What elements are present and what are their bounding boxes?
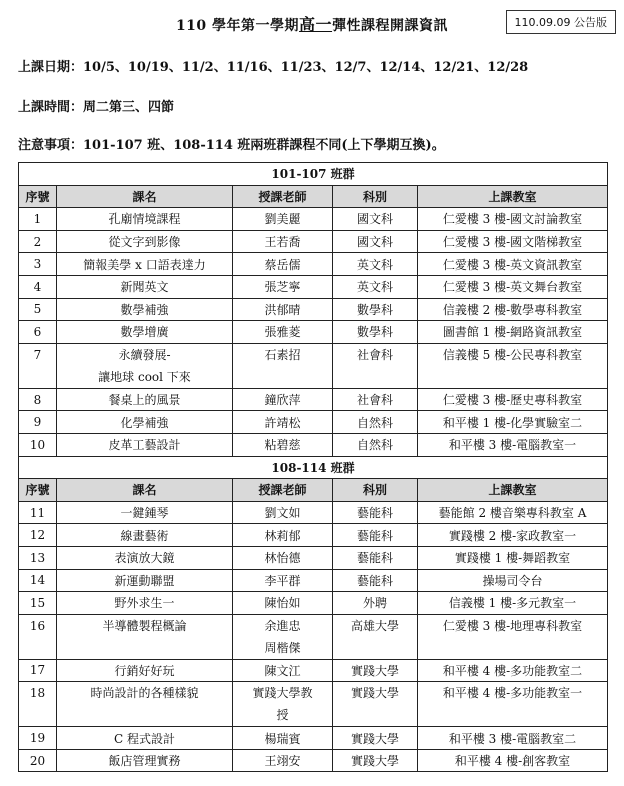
col-room-header: 上課教室 xyxy=(418,479,608,502)
version-notice-box: 110.09.09 公告版 xyxy=(506,10,616,34)
table-row xyxy=(19,749,608,772)
col-dept-cell: 數學科 xyxy=(333,298,418,321)
table-row xyxy=(19,343,608,388)
col-dept-cell: 國文科 xyxy=(333,208,418,231)
col-course-cell: 新聞英文 xyxy=(57,275,233,298)
col-no-cell: 14 xyxy=(19,569,57,592)
col-teacher-cell: 許靖松 xyxy=(233,411,333,434)
col-room-cell: 和平樓 3 樓-電腦教室一 xyxy=(418,433,608,456)
table-row xyxy=(19,230,608,253)
col-room-cell: 和平樓 1 樓-化學實驗室二 xyxy=(418,411,608,434)
col-dept-header: 科別 xyxy=(333,185,418,208)
col-no-cell: 1 xyxy=(19,208,57,231)
table-row xyxy=(19,569,608,592)
col-course-cell: 一鍵鍾琴 xyxy=(57,501,233,524)
col-dept-cell: 實踐大學 xyxy=(333,682,418,727)
col-teacher-cell: 鐘欣萍 xyxy=(233,388,333,411)
table-row xyxy=(19,388,608,411)
col-no-cell: 4 xyxy=(19,275,57,298)
col-course-cell: C 程式設計 xyxy=(57,727,233,750)
col-course-header: 課名 xyxy=(57,185,233,208)
col-dept-cell: 外聘 xyxy=(333,592,418,615)
col-dept-cell: 實踐大學 xyxy=(333,659,418,682)
col-course-cell: 飯店管理實務 xyxy=(57,749,233,772)
col-room-cell: 仁愛樓 3 樓-歷史專科教室 xyxy=(418,388,608,411)
course-table xyxy=(18,162,608,772)
col-room-cell: 仁愛樓 3 樓-英文舞台教室 xyxy=(418,275,608,298)
col-teacher-cell: 王若喬 xyxy=(233,230,333,253)
col-course-cell: 餐桌上的風景 xyxy=(57,388,233,411)
col-dept-cell: 藝能科 xyxy=(333,569,418,592)
table-row xyxy=(19,501,608,524)
col-teacher-cell xyxy=(233,614,333,659)
col-course-cell: 孔廟情境課程 xyxy=(57,208,233,231)
col-dept-cell: 自然科 xyxy=(333,411,418,434)
table-row xyxy=(19,524,608,547)
col-course-header: 課名 xyxy=(57,479,233,502)
column-header-row xyxy=(19,479,608,502)
table-row xyxy=(19,411,608,434)
table-row xyxy=(19,275,608,298)
col-room-header: 上課教室 xyxy=(418,185,608,208)
col-dept-cell: 英文科 xyxy=(333,275,418,298)
col-room-cell: 圖書館 1 樓-網路資訊教室 xyxy=(418,321,608,344)
column-header-row xyxy=(19,185,608,208)
col-teacher-cell xyxy=(233,682,333,727)
col-dept-cell: 數學科 xyxy=(333,321,418,344)
cell-line: 余進忠 xyxy=(264,618,301,633)
table-row xyxy=(19,321,608,344)
col-no-cell: 15 xyxy=(19,592,57,615)
col-teacher-cell: 林莉郁 xyxy=(233,524,333,547)
col-course-cell: 數學增廣 xyxy=(57,321,233,344)
col-room-cell: 仁愛樓 3 樓-國文階梯教室 xyxy=(418,230,608,253)
col-dept-cell: 藝能科 xyxy=(333,501,418,524)
col-dept-cell: 社會科 xyxy=(333,388,418,411)
col-dept-cell: 高雄大學 xyxy=(333,614,418,659)
col-no-cell: 2 xyxy=(19,230,57,253)
col-teacher-cell: 石素招 xyxy=(233,343,333,388)
col-no-header: 序號 xyxy=(19,479,57,502)
table-row xyxy=(19,592,608,615)
col-no-cell: 13 xyxy=(19,546,57,569)
col-room-cell: 信義樓 2 樓-數學專科教室 xyxy=(418,298,608,321)
table-row xyxy=(19,253,608,276)
title-prefix: 110 學年第一學期 xyxy=(175,18,300,34)
col-room-cell: 和平樓 4 樓-創客教室 xyxy=(418,749,608,772)
col-teacher-cell: 李平群 xyxy=(233,569,333,592)
class-dates: 上課日期：10/5、10/19、11/2、11/16、11/23、12/7、12/14、12/21、12/28 xyxy=(18,60,529,75)
col-room-cell: 實踐樓 2 樓-家政教室一 xyxy=(418,524,608,547)
cell-line: 周楷傑 xyxy=(264,640,301,655)
col-no-cell: 20 xyxy=(19,749,57,772)
table-row xyxy=(19,298,608,321)
col-course-cell: 化學補強 xyxy=(57,411,233,434)
col-course-cell: 時尚設計的各種樣貌 xyxy=(57,682,233,727)
table-row xyxy=(19,433,608,456)
col-room-cell: 實踐樓 1 樓-舞蹈教室 xyxy=(418,546,608,569)
col-no-cell: 6 xyxy=(19,321,57,344)
col-no-cell: 18 xyxy=(19,682,57,727)
col-course-cell: 線畫藝術 xyxy=(57,524,233,547)
cell-line: 實踐大學教 xyxy=(252,686,313,701)
col-course-cell: 行銷好好玩 xyxy=(57,659,233,682)
col-room-cell: 和平樓 4 樓-多功能教室二 xyxy=(418,659,608,682)
col-teacher-cell: 王翊安 xyxy=(233,749,333,772)
col-dept-cell: 英文科 xyxy=(333,253,418,276)
group-title: 101-107 班群 xyxy=(19,163,608,186)
col-course-cell: 新運動聯盟 xyxy=(57,569,233,592)
col-no-cell: 16 xyxy=(19,614,57,659)
col-dept-cell: 社會科 xyxy=(333,343,418,388)
table-row xyxy=(19,208,608,231)
group-header-row xyxy=(19,163,608,186)
col-room-cell: 操場司令台 xyxy=(418,569,608,592)
col-no-cell: 12 xyxy=(19,524,57,547)
table-row xyxy=(19,659,608,682)
col-teacher-cell: 粘碧慈 xyxy=(233,433,333,456)
col-course-cell: 野外求生一 xyxy=(57,592,233,615)
col-no-cell: 7 xyxy=(19,343,57,388)
col-teacher-cell: 陳文江 xyxy=(233,659,333,682)
group-title: 108-114 班群 xyxy=(19,456,608,479)
col-teacher-cell: 洪郁晴 xyxy=(233,298,333,321)
col-no-cell: 19 xyxy=(19,727,57,750)
col-room-cell: 仁愛樓 3 樓-英文資訊教室 xyxy=(418,253,608,276)
col-teacher-cell: 張芝寧 xyxy=(233,275,333,298)
col-room-cell: 和平樓 3 樓-電腦教室二 xyxy=(418,727,608,750)
col-no-cell: 11 xyxy=(19,501,57,524)
table-row xyxy=(19,727,608,750)
col-dept-cell: 實踐大學 xyxy=(333,749,418,772)
col-teacher-cell: 楊瑞賓 xyxy=(233,727,333,750)
col-course-cell: 簡報美學 x 口語表達力 xyxy=(57,253,233,276)
col-teacher-header: 授課老師 xyxy=(233,185,333,208)
group-header-row xyxy=(19,456,608,479)
col-teacher-cell: 陳怡如 xyxy=(233,592,333,615)
col-course-cell xyxy=(57,343,233,388)
col-room-cell: 信義樓 5 樓-公民專科教室 xyxy=(418,343,608,388)
col-teacher-cell: 張雅菱 xyxy=(233,321,333,344)
title-grade: 高一 xyxy=(299,15,333,34)
col-dept-cell: 實踐大學 xyxy=(333,727,418,750)
col-teacher-cell: 林怡德 xyxy=(233,546,333,569)
col-teacher-header: 授課老師 xyxy=(233,479,333,502)
col-room-cell: 信義樓 1 樓-多元教室一 xyxy=(418,592,608,615)
col-no-cell: 3 xyxy=(19,253,57,276)
col-no-cell: 5 xyxy=(19,298,57,321)
cell-line: 授 xyxy=(276,708,289,723)
class-time: 上課時間：周二第三、四節 xyxy=(18,100,175,115)
notes: 注意事項：101-107 班、108-114 班兩班群課程不同(上下學期互換)。 xyxy=(18,138,445,153)
title-suffix: 彈性課程開課資訊 xyxy=(332,18,449,34)
col-teacher-cell: 劉文如 xyxy=(233,501,333,524)
table-row xyxy=(19,546,608,569)
col-no-cell: 9 xyxy=(19,411,57,434)
col-no-cell: 8 xyxy=(19,388,57,411)
col-room-cell: 仁愛樓 3 樓-國文討論教室 xyxy=(418,208,608,231)
col-teacher-cell: 劉美麗 xyxy=(233,208,333,231)
col-room-cell: 仁愛樓 3 樓-地理專科教室 xyxy=(418,614,608,659)
table-row xyxy=(19,682,608,727)
col-room-cell: 藝能館 2 樓音樂專科教室 A xyxy=(418,501,608,524)
col-no-cell: 17 xyxy=(19,659,57,682)
col-course-cell: 數學補強 xyxy=(57,298,233,321)
col-dept-cell: 藝能科 xyxy=(333,524,418,547)
col-teacher-cell: 蔡岳儒 xyxy=(233,253,333,276)
col-dept-header: 科別 xyxy=(333,479,418,502)
cell-line: 讓地球 cool 下來 xyxy=(98,369,191,384)
col-no-cell: 10 xyxy=(19,433,57,456)
col-room-cell: 和平樓 4 樓-多功能教室一 xyxy=(418,682,608,727)
col-course-cell: 半導體製程概論 xyxy=(57,614,233,659)
col-dept-cell: 藝能科 xyxy=(333,546,418,569)
col-course-cell: 表演放大鏡 xyxy=(57,546,233,569)
col-dept-cell: 國文科 xyxy=(333,230,418,253)
col-dept-cell: 自然科 xyxy=(333,433,418,456)
table-row xyxy=(19,614,608,659)
col-course-cell: 皮革工藝設計 xyxy=(57,433,233,456)
col-course-cell: 從文字到影像 xyxy=(57,230,233,253)
cell-line: 永續發展- xyxy=(118,347,171,362)
col-no-header: 序號 xyxy=(19,185,57,208)
